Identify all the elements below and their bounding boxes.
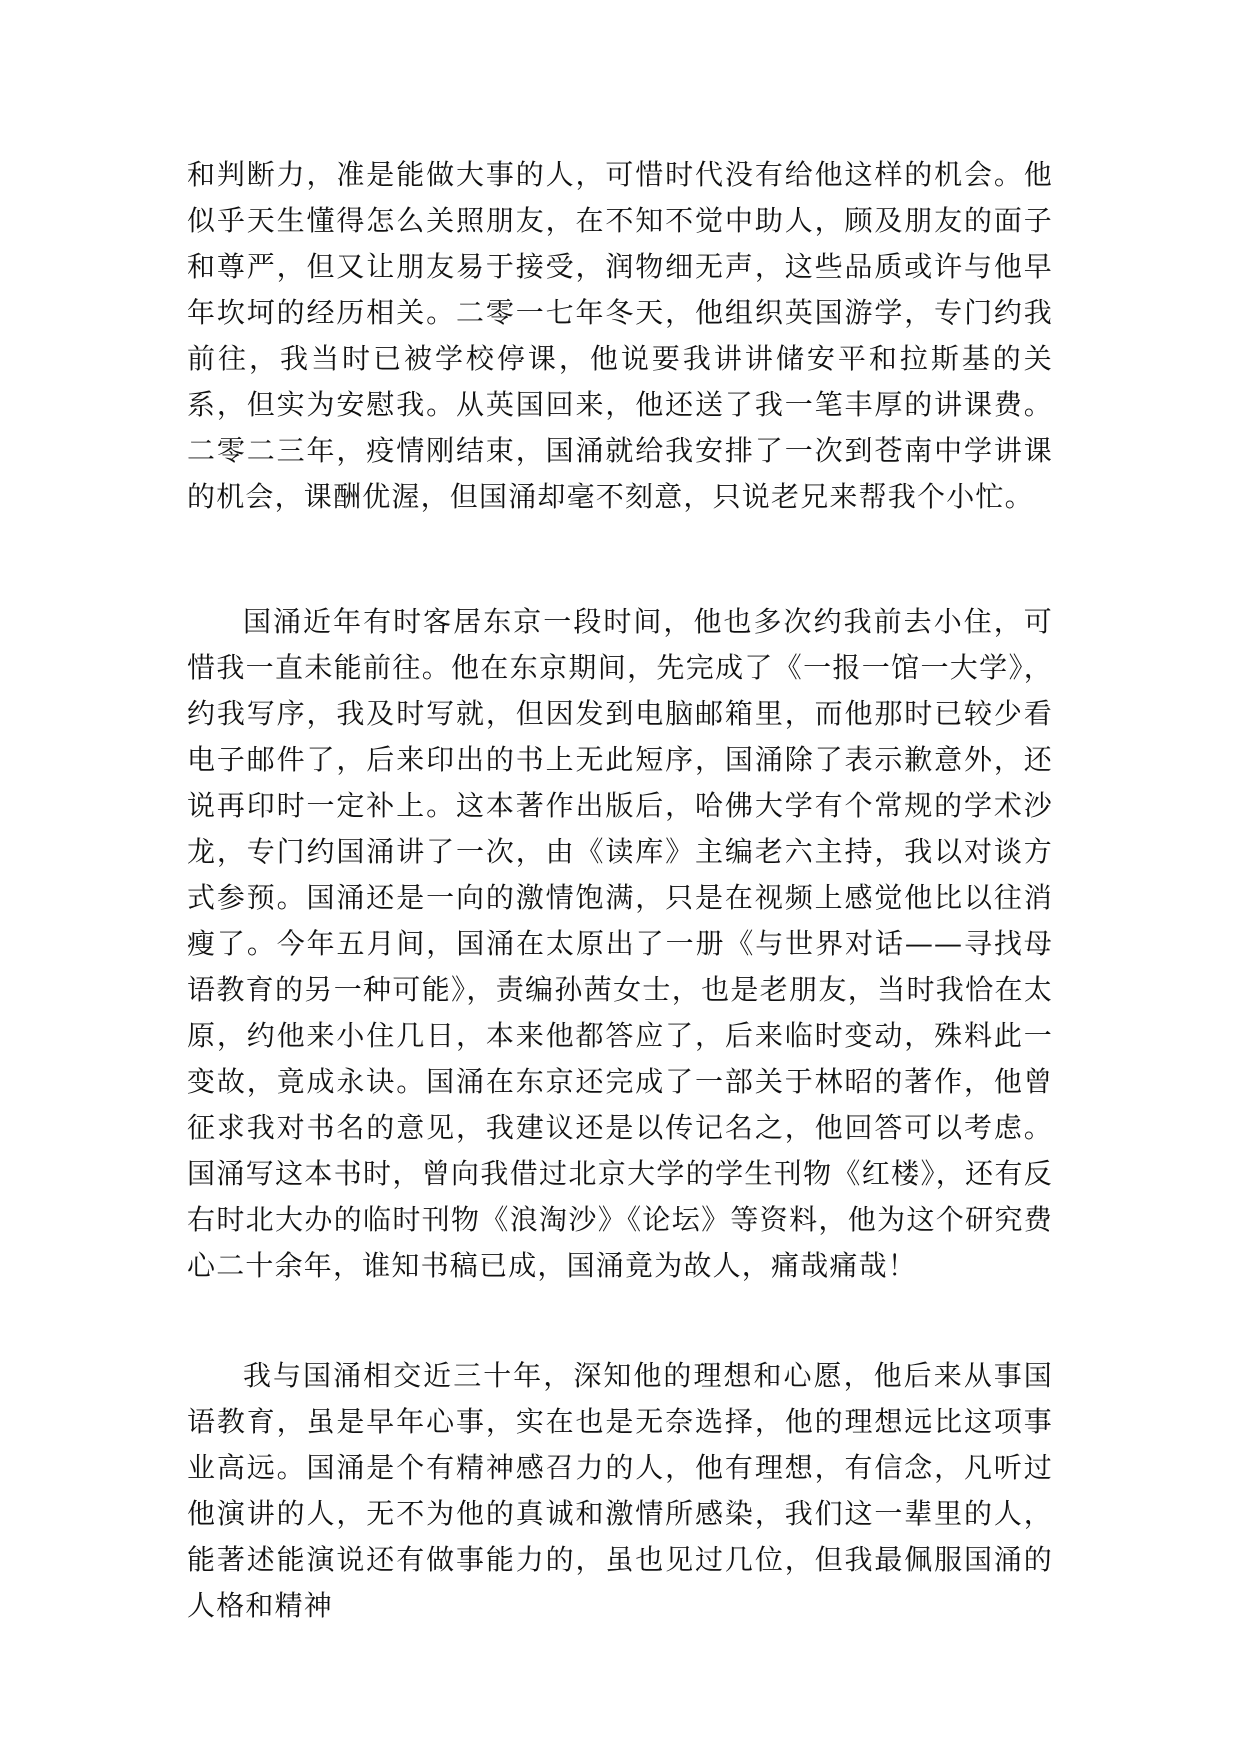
- paragraph-continuation: 和判断力，准是能做大事的人，可惜时代没有给他这样的机会。他似乎天生懂得怎么关照朋友，在不知不觉中助人，顾及朋友的面子和尊严，但又让朋友易于接受，润物细无声，这些品质或许与他早年坎坷的经历相关。二零一七年冬天，他组织英国游学，专门约我前往，我当时已被学校停课，他说要我讲讲储安平和拉斯基的关系，但实为安慰我。从英国回来，他还送了我一笔丰厚的讲课费。二零二三年，疫情刚结束，国涌就给我安排了一次到苍南中学讲课的机会，课酬优渥，但国涌却毫不刻意，只说老兄来帮我个小忙。: [187, 158, 1053, 513]
- paragraph-friendship: 我与国涌相交近三十年，深知他的理想和心愿，他后来从事国语教育，虽是早年心事，实在也是无奈选择，他的理想远比这项事业高远。国涌是个有精神感召力的人，他有理想，有信念，凡听过他演讲的人，无不为他的真诚和激情所感染，我们这一辈里的人，能著述能演说还有做事能力的，虽也见过几位，但我最佩服国涌的人格和精神: [187, 1359, 1053, 1622]
- paragraph-tokyo: 国涌近年有时客居东京一段时间，他也多次约我前去小住，可惜我一直未能前往。他在东京期间，先完成了《一报一馆一大学》，约我写序，我及时写就，但因发到电脑邮箱里，而他那时已较少看电子邮件了，后来印出的书上无此短序，国涌除了表示歉意外，还说再印时一定补上。这本著作出版后，哈佛大学有个常规的学术沙龙，专门约国涌讲了一次，由《读库》主编老六主持，我以对谈方式参预。国涌还是一向的激情饱满，只是在视频上感觉他比以往消瘦了。今年五月间，国涌在太原出了一册《与世界对话——寻找母语教育的另一种可能》，责编孙茜女士，也是老朋友，当时我恰在太原，约他来小住几日，本来他都答应了，后来临时变动，殊料此一变故，竟成永诀。国涌在东京还完成了一部关于林昭的著作，他曾征求我对书名的意见，我建议还是以传记名之，他回答可以考虑。国涌写这本书时，曾向我借过北京大学的学生刊物《红楼》，还有反右时北大办的临时刊物《浪淘沙》《论坛》等资料，他为这个研究费心二十余年，谁知书稿已成，国涌竟为故人，痛哉痛哉！: [187, 605, 1053, 1282]
